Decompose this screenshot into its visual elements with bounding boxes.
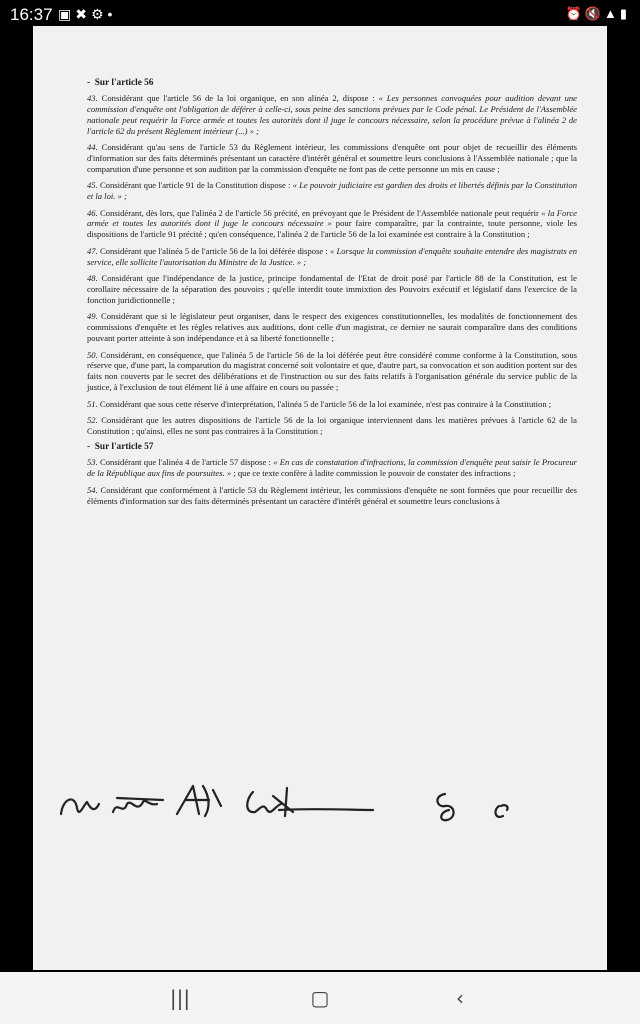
mute-icon: 🔇: [584, 6, 604, 21]
status-notification-icons: [58, 6, 116, 23]
paragraph-43: 43. Considérant que l'article 56 de la loi organique, en son alinéa 2, dispose : « Les personnes convoquées pour audition devant une commission d'enquête ont l'obligation de déférer à celle-ci, sous peine des sanctions prévues par le Code pénal. Le Président de l'Assemblée nationale peut requérir la Force armée et toutes les autorités dont il juge le concours nécessaire, selon la procédure prévue à l'alinéa 2 de l'article 62 du présent Règlement intérieur (...) » ;: [87, 92, 577, 136]
paragraph-51: 51. Considérant que sous cette réserve d'interprétation, l'alinéa 5 de l'article 56 de la loi examinée, n'est pas contraire à la Constitution ;: [87, 398, 552, 409]
document-page[interactable]: [33, 26, 607, 970]
alarm-icon: ⏰: [565, 6, 585, 21]
signature-2: [113, 798, 163, 812]
status-system-icons: [566, 6, 630, 22]
signature-5: [437, 794, 453, 820]
gallery-icon: ▣: [58, 6, 76, 22]
paragraph-54: 54. Considérant que conformément à l'article 53 du Règlement intérieur, les commissions d'enquête ne sont formées que pour recueillir des éléments d'information sur des faits déterminés présentant un caractère d'intérêt général et soumettre leurs conclusions à: [87, 484, 577, 506]
section-heading-article-57: - Sur l'article 57: [87, 442, 154, 453]
4g-signal-icon: ▲: [603, 6, 620, 21]
signature-1: [61, 799, 99, 814]
paragraph-53: 53. Considérant que l'alinéa 4 de l'article 57 dispose : « En cas de constatation d'infractions, la commission d'enquête peut saisir le Procureur de la République aux fins de poursuites. » ; que ce texte confère à ladite commission le pouvoir de constater des infractions ;: [87, 457, 577, 479]
document-text: [87, 78, 577, 512]
status-time: 16:37: [10, 5, 53, 24]
navigation-bar: [0, 972, 640, 1024]
paragraph-47: 47. Considérant que l'alinéa 5 de l'article 56 de la loi déférée dispose : « Lorsque la commission d'enquête souhaite entendre des magistrats en service, elle sollicite l'autorisation du Ministre de la Justice. » ;: [87, 245, 577, 267]
handwritten-signatures: [53, 776, 573, 826]
signatures-drawing: [53, 776, 573, 826]
paragraph-49: 49. Considérant que si le législateur peut organiser, dans le respect des exigences constitutionnelles, les modalités de fonctionnement des commissions d'enquête et les règles relatives aux auditions, dont celle d'un magistrat, ce dernier ne saurait comparaître dans des conditions pouvant porter atteinte à son indépendance et à sa liberté fonctionnelle ;: [87, 311, 578, 344]
paragraph-44: 44. Considérant qu'au sens de l'article 53 du Règlement intérieur, les commissions d'enquête ont pour objet de recueillir des éléments d'information sur des faits déterminés présentant un caractère d'intérêt général et soumettre leurs conclusions à l'Assemblée nationale ; que la comparution d'une personne et son audition par la commission d'enquête ne font pas de cette personne un mis en cause ;: [87, 142, 577, 174]
battery-icon: ▮: [619, 6, 630, 21]
settings-icon: ⚙: [90, 6, 108, 22]
signature-3: [177, 786, 221, 816]
paragraph-46: 46. Considérant, dès lors, que l'alinéa 2 de l'article 56 précité, en prévoyant que le Président de l'Assemblée nationale peut requérir « la Force armée et toutes les autorités dont il juge le concours nécessaire » pour faire comparaître, par la contrainte, toute personne, viole les dispositions de l'article 91 précité ; qu'en conséquence, l'alinéa 2 de l'article 56 de la loi examinée est contraire à la Constitution ;: [87, 207, 577, 240]
signature-4: [247, 788, 373, 816]
back-icon[interactable]: ‹: [456, 986, 464, 1010]
recent-apps-icon[interactable]: |||: [169, 986, 191, 1010]
section-heading-article-56: - Sur l'article 56: [87, 78, 154, 88]
paragraph-52: 52. Considérant que les autres dispositions de l'article 56 de la loi organique interviennent dans les matières prévues à l'article 62 de la Constitution ; qu'ainsi, elles ne sont pas contraires à la Constitution ;: [87, 415, 577, 436]
home-icon[interactable]: ▢: [310, 986, 330, 1010]
signature-6: [496, 805, 508, 817]
paragraph-50: 50. Considérant, en conséquence, que l'alinéa 5 de l'article 56 de la loi déférée peut être considéré comme conforme à la Constitution, sous réserve que, d'une part, la comparution du magistrat concerné soit volontaire et que, d'autre part, sa convocation et son audition portent sur des faits non couverts par le secret des délibérations et de l'instruction ou sur des faits relatifs à l'organisation générale du service public de la justice, à l'exclusion de tout élément lié à une affaire en cours ou passée ;: [87, 349, 577, 393]
dot-icon: •: [107, 6, 117, 22]
paragraph-45: 45. Considérant que l'article 91 de la Constitution dispose : « Le pouvoir judiciaire est gardien des droits et libertés définis par la Constitution et la loi. » ;: [87, 180, 577, 202]
missed-call-icon: ✖: [75, 6, 91, 22]
paragraph-48: 48. Considérant que l'indépendance de la justice, principe fondamental de l'Etat de droit posé par l'article 88 de la Constitution, est le corollaire nécessaire de la séparation des pouvoirs ; qu'elle interdit toute immixtion des Pouvoirs exécutif et législatif dans l'exercice de la fonction juridictionnelle ;: [87, 273, 578, 305]
